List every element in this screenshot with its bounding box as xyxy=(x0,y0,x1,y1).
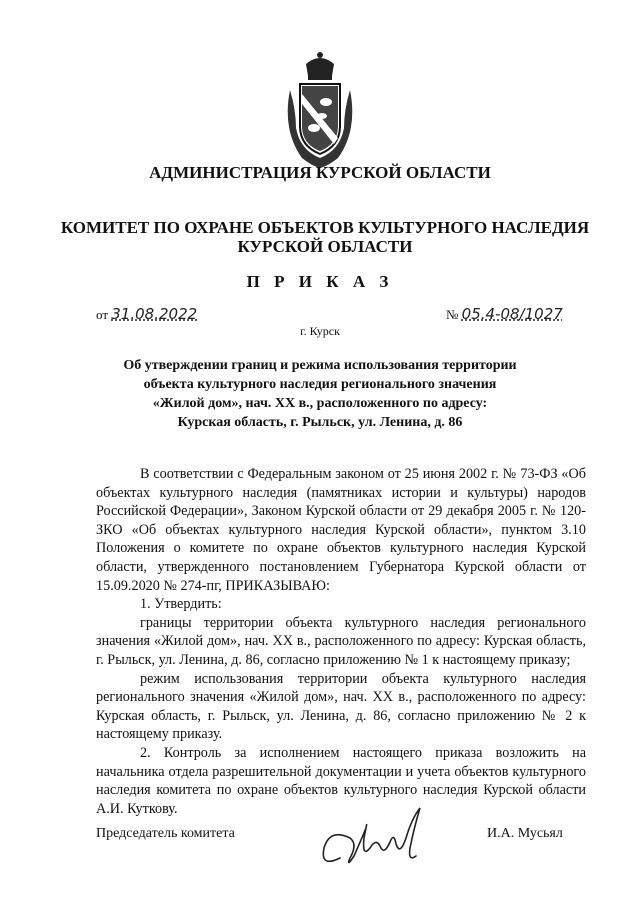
body-paragraph-approve: 1. Утвердить: xyxy=(140,596,222,613)
number-value: 05.4-08/1027 xyxy=(461,305,563,323)
date-prefix: от xyxy=(96,307,109,322)
date-value: 31.08.2022 xyxy=(111,305,198,323)
subject-line1: Об утверждении границ и режима использования территории xyxy=(123,358,517,373)
administration-heading: АДМИНИСТРАЦИЯ КУРСКОЙ ОБЛАСТИ xyxy=(149,163,491,182)
number-line xyxy=(446,305,563,323)
signatory-name: И.А. Мусьял xyxy=(487,826,563,841)
subject-line4: Курская область, г. Рыльск, ул. Ленина, д. 86 xyxy=(177,415,463,430)
date-line xyxy=(96,305,197,323)
signatory-title: Председатель комитета xyxy=(96,826,235,841)
committee-heading-line1: КОМИТЕТ ПО ОХРАНЕ ОБЪЕКТОВ КУЛЬТУРНОГО НАСЛЕДИЯ xyxy=(60,218,590,237)
committee-heading xyxy=(60,218,590,256)
handwritten-signature xyxy=(310,798,440,878)
city-label: г. Курск xyxy=(300,324,340,338)
document-body xyxy=(96,465,586,818)
subject-line2: объекта культурного наследия регионального значения xyxy=(143,377,497,392)
document-subject xyxy=(100,356,540,432)
number-prefix: № xyxy=(446,307,459,322)
body-paragraph-boundaries: границы территории объекта культурного наследия регионального значения «Жилой дом», нач. XX в., расположенного по адресу: Курская область, г. Рыльск, ул. Ленина, д. 86, согласно приложению № 1 к настоящему приказу; xyxy=(96,614,586,668)
body-paragraph-control: 2. Контроль за исполнением настоящего приказа возложить на начальника отдела разрешительной документации и учета объектов культурного наследия комитета по охране объектов культурного наследия Курской области А.И. Куткову. xyxy=(96,744,586,817)
committee-heading-line2: КУРСКОЙ ОБЛАСТИ xyxy=(237,237,413,256)
body-paragraph-regime: режим использования территории объекта культурного наследия регионального значения «Жилой дом», нач. XX в., расположенного по адресу: Курская область, г. Рыльск, ул. Ленина, д. 86, согласно приложению № 2 к настоящему приказу. xyxy=(96,670,586,743)
subject-line3: «Жилой дом», нач. XX в., расположенного по адресу: xyxy=(152,396,488,411)
body-paragraph-legal-basis: В соответствии с Федеральным законом от 25 июня 2002 г. № 73-ФЗ «Об объектах культурного наследия (памятниках истории и культуры) народов Российской Федерации», Законом Курской области от 29 декабря 2005 г. № 120-ЗКО «Об объектах культурного наследия Курской области», пунктом 3.10 Положения о комитете по охране объектов культурного наследия Курской области, утвержденного постановлением Губернатора Курской области от 15.09.2020 № 274-пг, ПРИКАЗЫВАЮ: xyxy=(96,466,586,594)
coat-of-arms-icon xyxy=(282,50,358,170)
document-type-heading: П Р И К А З xyxy=(246,272,394,291)
